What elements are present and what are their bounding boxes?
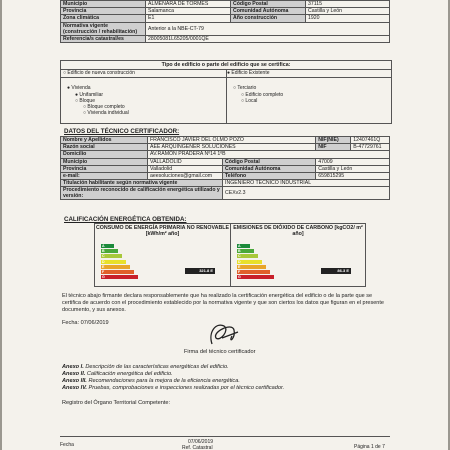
vivienda-individual-label: Vivienda individual [87,110,129,116]
bloque-completo-label: Bloque completo [87,104,125,110]
annex-4-key: Anexo IV. [62,385,87,391]
annex-2-text: Calificación energética del edificio. [86,371,173,377]
normativa-value: Anterior a la NBE-CT-79 [146,22,390,35]
proc-label: Procedimiento reconocido de calificación energética utilizado y versión: [61,187,223,200]
table-row [61,8,390,15]
municipio-label: Municipio [61,1,146,8]
municipio-label: Municipio [61,158,148,165]
footer-rule [60,436,390,437]
domicilio-value: AV.RAMÓN PRADERA Nº14 1ºB [148,151,390,158]
emisiones-bar-d: D [237,260,262,264]
domicilio-label: Domicilio [61,151,148,158]
emisiones-bar-a: A [237,244,250,248]
zona-value: E1 [146,15,231,22]
anio-value: 1920 [306,15,390,22]
consumo-bar-d: D [101,260,126,264]
opt-existing-radio[interactable]: ● Edificio Existente [227,70,270,76]
bloque-label: Bloque [79,98,95,104]
table-row [61,15,390,22]
table-row [61,158,390,165]
declaration-text: El técnico abajo firmante declara responsablemente que ha realizado la certificación energética del edificio o de la parte que se certifica de acuerdo con el procedimiento establecido por la normativa vigente y que son ciertos los datos que figuran en el presente documento, y sus anexos. [62,293,384,313]
annex-1 [62,364,229,370]
anio-label: Año construcción [231,15,306,22]
nif2-value: B-47729761 [351,144,390,151]
technician-table [60,136,390,200]
razon-value: AEE ARQUINGENER SOLUCIONES [148,144,316,151]
annex-4 [62,385,284,391]
consumo-bar-a: A [101,244,114,248]
ca-label: Comunidad Autónoma [223,165,316,172]
email-value: aeesoluciones@gmail.com [148,172,223,179]
table-row [61,137,390,144]
unifamiliar-label: Unifamiliar [79,92,104,98]
rating-section-title: CALIFICACIÓN ENERGÉTICA OBTENIDA: [64,216,187,223]
emisiones-bar-f: F [237,270,270,274]
provincia-value: Valladolid [148,165,223,172]
vivienda-radio[interactable]: ● Vivienda [67,85,91,91]
emisiones-bar-c: C [237,254,258,258]
fecha-line: Fecha: 07/06/2019 [62,320,109,326]
annex-3-text: Recomendaciones para la mejora de la eficiencia energética. [88,378,240,384]
provincia-label: Provincia [61,8,146,15]
certificate-page [2,0,448,450]
consumo-bar-c: C [101,254,122,258]
table-row [61,144,390,151]
rating-box [94,223,366,287]
annex-3-key: Anexo III. [62,378,87,384]
unifamiliar-radio[interactable]: ● Unifamiliar [75,92,104,98]
proc-value: CEXv2.3 [223,187,390,200]
consumo-result-badge: 321.8 E [185,268,215,274]
emisiones-bar-b: B [237,249,254,253]
titulacion-label: Titulación habilitante según normativa vigente [61,180,223,187]
tel-label: Teléfono [223,172,316,179]
opt-existing-label: Edificio Existente [231,70,270,76]
footer-page: Página 1 de 7 [354,444,385,450]
nombre-label: Nombre y Apellidos [61,137,148,144]
terciario-radio[interactable]: ○ Terciario [233,85,257,91]
nombre-value: FRANCISCO JAVIER DEL OLMO POZO [148,137,316,144]
annex-1-text: Descripción de las características energéticas del edificio. [85,364,229,370]
bloque-completo-radio[interactable]: ○ Bloque completo [83,104,125,110]
emisiones-bar-g: G [237,275,274,279]
municipio-value: ALMENARA DE TORMES [146,1,231,8]
opt-new-radio[interactable]: ○ Edificio de nueva construcción [63,70,135,76]
edificio-completo-label: Edificio completo [245,92,284,98]
consumo-bar-g: G [101,275,138,279]
table-row [61,165,390,172]
nif-value: 12407461Q [351,137,390,144]
annex-1-key: Anexo I. [62,364,84,370]
email-label: e-mail: [61,172,148,179]
signature-image [202,318,248,348]
vivienda-individual-radio[interactable]: ○ Vivienda individual [83,110,129,116]
edificio-completo-radio[interactable]: ○ Edificio completo [241,92,284,98]
footer-ref: Ref. Catastral [182,445,213,450]
technician-section-title: DATOS DEL TÉCNICO CERTIFICADOR: [64,128,180,135]
normativa-label: Normativa vigente (construcción / rehabilitación) [61,22,146,35]
annex-2-key: Anexo II. [62,371,86,377]
cp-value: 47009 [316,158,390,165]
table-row [61,172,390,179]
terciario-label: Terciario [237,85,257,91]
vivienda-label: Vivienda [71,85,91,91]
consumo-bar-e: E [101,265,130,269]
titulacion-value: INGENIERO TECNICO INDUSTRIAL [223,180,390,187]
property-table [60,0,390,43]
annex-2 [62,371,173,377]
catastral-label: Referencia/s catastral/es [61,35,146,42]
footer-fecha-label: Fecha [60,442,74,448]
registro-text: Registro del Órgano Territorial Competente: [62,400,171,406]
nif2-label: NIF [316,144,351,151]
nif-label: NIF(NIE) [316,137,351,144]
catastral-value: 28005081L65205/0001QE [146,35,390,42]
emisiones-header: EMISIONES DE DIÓXIDO DE CARBONO [kgCO2/ m² año] [233,225,363,237]
tel-value: 659815295 [316,172,390,179]
bloque-radio[interactable]: ○ Bloque [75,98,95,104]
provincia-label: Provincia [61,165,148,172]
divider [226,69,227,123]
ca-label: Comunidad Autónoma [231,8,306,15]
table-row [61,187,390,200]
local-radio[interactable]: ○ Local [241,98,258,104]
table-row [61,180,390,187]
table-row [61,151,390,158]
emisiones-bar-e: E [237,265,266,269]
ca-value: Castilla y León [306,8,390,15]
table-row [61,1,390,8]
zona-label: Zona climática [61,15,146,22]
table-row [61,35,390,42]
building-type-title: Tipo de edificio o parte del edificio que se certifica: [61,61,391,70]
consumo-header: CONSUMO DE ENERGÍA PRIMARIA NO RENOVABLE [kWh/m² año] [95,225,230,237]
signature-label: Firma del técnico certificador [184,349,256,355]
annex-3 [62,378,240,384]
provincia-value: Salamanca [146,8,231,15]
ca-value: Castilla y León [316,165,390,172]
building-type-box [60,60,392,124]
consumo-bar-b: B [101,249,118,253]
razon-label: Razón social [61,144,148,151]
annex-4-text: Pruebas, comprobaciones e inspecciones realizadas por el técnico certificador. [88,385,285,391]
cp-value: 37115 [306,1,390,8]
cp-label: Código Postal [231,1,306,8]
opt-new-label: Edificio de nueva construcción [67,70,135,76]
local-label: Local [245,98,258,104]
emisiones-result-badge: 86.3 E [321,268,351,274]
municipio-value: VALLADOLID [148,158,223,165]
cp-label: Código Postal [223,158,316,165]
consumo-bar-f: F [101,270,134,274]
table-row [61,22,390,35]
footer-date: 07/06/2019 [188,439,214,445]
